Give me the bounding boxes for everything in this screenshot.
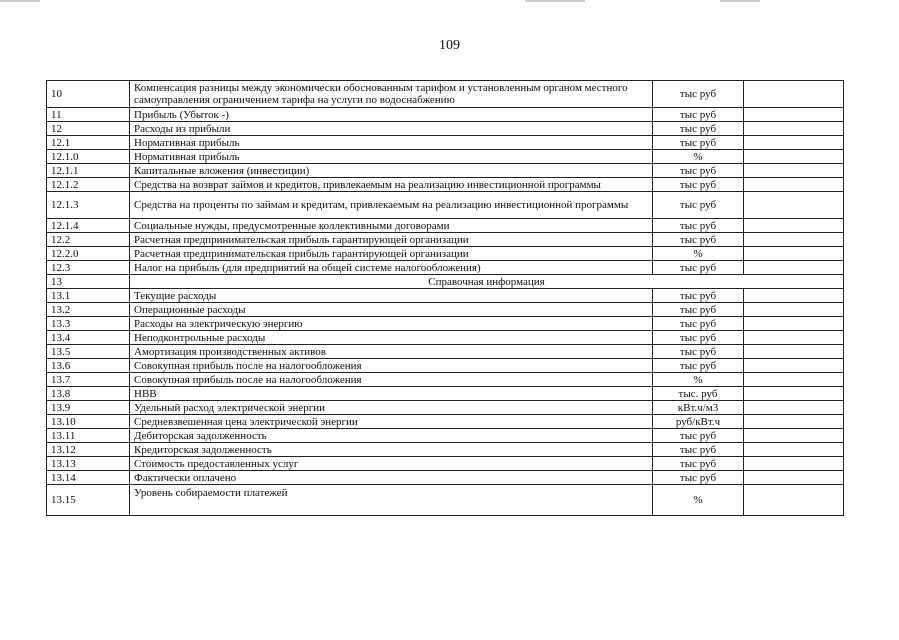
section-number-cell: 13 bbox=[47, 275, 130, 289]
row-value-cell bbox=[744, 429, 844, 443]
row-value-cell bbox=[744, 359, 844, 373]
table-row bbox=[47, 401, 844, 415]
row-number-cell: 13.15 bbox=[47, 485, 130, 516]
table-row bbox=[47, 192, 844, 219]
row-value-cell bbox=[744, 136, 844, 150]
row-description-cell: Социальные нужды, предусмотренные коллективными договорами bbox=[130, 219, 653, 233]
table-row bbox=[47, 178, 844, 192]
row-unit-cell: тыс руб bbox=[653, 233, 744, 247]
row-number-cell: 12.1.0 bbox=[47, 150, 130, 164]
row-number-cell: 13.14 bbox=[47, 471, 130, 485]
row-value-cell bbox=[744, 345, 844, 359]
row-number-cell: 13.11 bbox=[47, 429, 130, 443]
table-row bbox=[47, 373, 844, 387]
table-row bbox=[47, 345, 844, 359]
table-row bbox=[47, 233, 844, 247]
row-unit-cell: % bbox=[653, 485, 744, 516]
row-unit-cell: % bbox=[653, 373, 744, 387]
row-unit-cell: тыс руб bbox=[653, 359, 744, 373]
row-unit-cell: тыс руб bbox=[653, 317, 744, 331]
row-number-cell: 12 bbox=[47, 122, 130, 136]
row-value-cell bbox=[744, 317, 844, 331]
row-number-cell: 13.8 bbox=[47, 387, 130, 401]
table-row bbox=[47, 108, 844, 122]
table-row bbox=[47, 150, 844, 164]
row-unit-cell: тыс руб bbox=[653, 219, 744, 233]
row-description-cell: Операционные расходы bbox=[130, 303, 653, 317]
row-description-cell: Налог на прибыль (для предприятий на общей системе налогообложения) bbox=[130, 261, 653, 275]
row-unit-cell: руб/кВт.ч bbox=[653, 415, 744, 429]
row-value-cell bbox=[744, 178, 844, 192]
row-value-cell bbox=[744, 331, 844, 345]
row-unit-cell: % bbox=[653, 247, 744, 261]
row-number-cell: 13.3 bbox=[47, 317, 130, 331]
row-unit-cell: тыс руб bbox=[653, 429, 744, 443]
row-unit-cell: тыс руб bbox=[653, 289, 744, 303]
row-unit-cell: тыс руб bbox=[653, 331, 744, 345]
row-unit-cell: % bbox=[653, 150, 744, 164]
row-number-cell: 12.1.3 bbox=[47, 192, 130, 219]
scan-mark bbox=[525, 0, 585, 2]
row-value-cell bbox=[744, 247, 844, 261]
table-row bbox=[47, 331, 844, 345]
row-description-cell: Расчетная предпринимательская прибыль гарантирующей организации bbox=[130, 247, 653, 261]
table-row bbox=[47, 122, 844, 136]
table-row bbox=[47, 289, 844, 303]
table-row bbox=[47, 247, 844, 261]
table-row bbox=[47, 443, 844, 457]
row-description-cell: Уровень собираемости платежей bbox=[130, 485, 653, 516]
row-number-cell: 12.1 bbox=[47, 136, 130, 150]
row-number-cell: 13.12 bbox=[47, 443, 130, 457]
row-number-cell: 13.1 bbox=[47, 289, 130, 303]
table-row bbox=[47, 415, 844, 429]
row-unit-cell: тыс руб bbox=[653, 471, 744, 485]
row-description-cell: Нормативная прибыль bbox=[130, 150, 653, 164]
row-description-cell: Расчетная предпринимательская прибыль гарантирующей организации bbox=[130, 233, 653, 247]
row-description-cell: Кредиторская задолженность bbox=[130, 443, 653, 457]
row-description-cell: Совокупная прибыль после на налогообложения bbox=[130, 359, 653, 373]
scan-mark bbox=[720, 0, 760, 2]
table-row bbox=[47, 457, 844, 471]
table-row bbox=[47, 429, 844, 443]
row-description-cell: Средневзвешенная цена электрической энергии bbox=[130, 415, 653, 429]
row-number-cell: 12.2.0 bbox=[47, 247, 130, 261]
row-description-cell: Удельный расход электрической энергии bbox=[130, 401, 653, 415]
row-description-cell: Стоимость предоставленных услуг bbox=[130, 457, 653, 471]
row-unit-cell: тыс руб bbox=[653, 81, 744, 108]
row-number-cell: 13.10 bbox=[47, 415, 130, 429]
row-value-cell bbox=[744, 387, 844, 401]
row-description-cell: Компенсация разницы между экономически обоснованным тарифом и установленным органом местного самоуправления ограничением тарифа на услуги по водоснабжению bbox=[130, 81, 653, 108]
row-value-cell bbox=[744, 289, 844, 303]
row-value-cell bbox=[744, 122, 844, 136]
row-unit-cell: тыс руб bbox=[653, 108, 744, 122]
row-description-cell: Фактически оплачено bbox=[130, 471, 653, 485]
row-description-cell: Расходы на электрическую энергию bbox=[130, 317, 653, 331]
table-row bbox=[47, 136, 844, 150]
row-value-cell bbox=[744, 303, 844, 317]
row-unit-cell: кВт.ч/м3 bbox=[653, 401, 744, 415]
row-unit-cell: тыс руб bbox=[653, 164, 744, 178]
row-unit-cell: тыс руб bbox=[653, 192, 744, 219]
row-unit-cell: тыс руб bbox=[653, 136, 744, 150]
table-row bbox=[47, 81, 844, 108]
row-description-cell: Расходы из прибыли bbox=[130, 122, 653, 136]
row-unit-cell: тыс руб bbox=[653, 122, 744, 136]
row-description-cell: Средства на возврат займов и кредитов, привлекаемым на реализацию инвестиционной программы bbox=[130, 178, 653, 192]
table-row bbox=[47, 219, 844, 233]
table-row bbox=[47, 485, 844, 516]
row-number-cell: 10 bbox=[47, 81, 130, 108]
table-row bbox=[47, 261, 844, 275]
row-number-cell: 13.5 bbox=[47, 345, 130, 359]
row-value-cell bbox=[744, 164, 844, 178]
row-value-cell bbox=[744, 81, 844, 108]
row-unit-cell: тыс руб bbox=[653, 457, 744, 471]
row-number-cell: 13.13 bbox=[47, 457, 130, 471]
row-value-cell bbox=[744, 415, 844, 429]
row-value-cell bbox=[744, 261, 844, 275]
data-table bbox=[46, 80, 844, 516]
row-number-cell: 13.7 bbox=[47, 373, 130, 387]
row-unit-cell: тыс руб bbox=[653, 345, 744, 359]
table-row bbox=[47, 303, 844, 317]
row-value-cell bbox=[744, 192, 844, 219]
section-row bbox=[47, 275, 844, 289]
row-number-cell: 12.1.4 bbox=[47, 219, 130, 233]
row-unit-cell: тыс руб bbox=[653, 261, 744, 275]
row-description-cell: Средства на проценты по займам и кредитам, привлекаемым на реализацию инвестиционной программы bbox=[130, 192, 653, 219]
page-number: 109 bbox=[439, 38, 460, 53]
row-description-cell: Капитальные вложения (инвестиции) bbox=[130, 164, 653, 178]
table-row bbox=[47, 471, 844, 485]
row-number-cell: 12.3 bbox=[47, 261, 130, 275]
table-row bbox=[47, 164, 844, 178]
scan-mark bbox=[0, 0, 40, 2]
row-description-cell: НВВ bbox=[130, 387, 653, 401]
section-title: Справочная информация bbox=[130, 275, 844, 289]
row-unit-cell: тыс руб bbox=[653, 303, 744, 317]
row-value-cell bbox=[744, 373, 844, 387]
row-description-cell: Нормативная прибыль bbox=[130, 136, 653, 150]
row-value-cell bbox=[744, 471, 844, 485]
row-value-cell bbox=[744, 443, 844, 457]
row-value-cell bbox=[744, 401, 844, 415]
row-value-cell bbox=[744, 150, 844, 164]
row-unit-cell: тыс руб bbox=[653, 443, 744, 457]
table-row bbox=[47, 387, 844, 401]
row-description-cell: Совокупная прибыль после на налогообложения bbox=[130, 373, 653, 387]
row-description-cell: Текущие расходы bbox=[130, 289, 653, 303]
row-description-cell: Прибыль (Убыток -) bbox=[130, 108, 653, 122]
row-value-cell bbox=[744, 108, 844, 122]
row-description-cell: Амортизация производственных активов bbox=[130, 345, 653, 359]
row-number-cell: 13.4 bbox=[47, 331, 130, 345]
row-number-cell: 12.1.1 bbox=[47, 164, 130, 178]
row-number-cell: 12.1.2 bbox=[47, 178, 130, 192]
table-row bbox=[47, 317, 844, 331]
row-unit-cell: тыс руб bbox=[653, 178, 744, 192]
row-value-cell bbox=[744, 485, 844, 516]
row-value-cell bbox=[744, 457, 844, 471]
row-number-cell: 11 bbox=[47, 108, 130, 122]
row-description-cell: Дебиторская задолженность bbox=[130, 429, 653, 443]
row-value-cell bbox=[744, 233, 844, 247]
row-unit-cell: тыс. руб bbox=[653, 387, 744, 401]
row-number-cell: 13.9 bbox=[47, 401, 130, 415]
table-body bbox=[47, 81, 844, 516]
row-number-cell: 13.2 bbox=[47, 303, 130, 317]
row-description-cell: Неподконтрольные расходы bbox=[130, 331, 653, 345]
table-row bbox=[47, 359, 844, 373]
row-number-cell: 12.2 bbox=[47, 233, 130, 247]
row-number-cell: 13.6 bbox=[47, 359, 130, 373]
row-value-cell bbox=[744, 219, 844, 233]
